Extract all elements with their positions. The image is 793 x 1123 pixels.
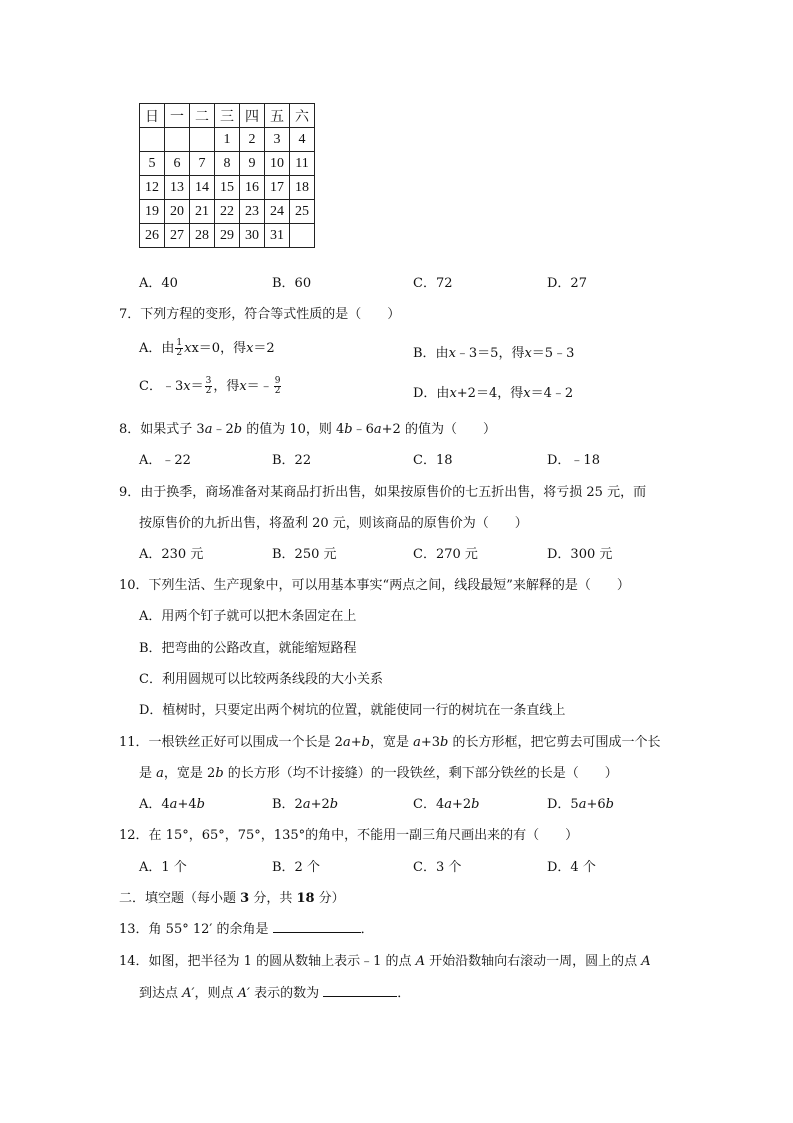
q8-option-a: A．﹣22 (139, 453, 191, 468)
q7-option-a: A．由 $\frac{1}{2}$ xx＝0，得x＝2 (139, 338, 275, 358)
q9-line-1: 9．由于换季，商场准备对某商品打折出售，如果按原售价的七五折出售，将亏损 25 元，而 (119, 485, 647, 500)
q14-line-1: 14．如图，把半径为 1 的圆从数轴上表示﹣1 的点 A 开始沿数轴向右滚动一周，圆上的点 A (119, 954, 651, 969)
calendar-date-cell: 1 (215, 128, 240, 152)
q9-line-2: 按原售价的九折出售，将盈利 20 元，则该商品的原售价为（ ） (139, 516, 528, 531)
calendar-date-cell: 23 (240, 200, 265, 224)
q11-line-2: 是 a，宽是 2b 的长方形（均不计接缝）的一段铁丝，剩下部分铁丝的长是（ ） (139, 766, 618, 781)
calendar-date-cell: 11 (290, 152, 315, 176)
calendar-date-cell: 21 (190, 200, 215, 224)
calendar-date-cell: 29 (215, 224, 240, 248)
fraction: $\frac{1}{2}$ (176, 338, 183, 358)
q8-stem: 8．如果式子 3a﹣2b 的值为 10，则 4b﹣6a+2 的值为（ ） (119, 422, 496, 437)
calendar-date-cell: 20 (165, 200, 190, 224)
q8-option-b: B．22 (272, 453, 312, 468)
q11-option-d: D．5a+6b (547, 797, 614, 812)
calendar-week-row (140, 200, 315, 224)
calendar-week-row (140, 176, 315, 200)
calendar-date-cell: 13 (165, 176, 190, 200)
q9-option-c: C．270 元 (413, 547, 478, 562)
q7-option-d: D．由x+2＝4，得x＝4﹣2 (413, 386, 574, 401)
q10-option-c: C．利用圆规可以比较两条线段的大小关系 (139, 672, 383, 687)
q11-option-c: C．4a+2b (413, 797, 480, 812)
q10-stem: 10．下列生活、生产现象中，可以用基本事实“两点之间，线段最短”来解释的是（ ） (119, 578, 630, 593)
q12-option-c: C．3 个 (413, 860, 462, 875)
calendar-date-cell: 30 (240, 224, 265, 248)
calendar-date-cell: 12 (140, 176, 165, 200)
q8-option-c: C．18 (413, 453, 453, 468)
q12-option-d: D．4 个 (547, 860, 596, 875)
q14-line-2: 到达点 A′，则点 A′ 表示的数为 ． (139, 986, 411, 1001)
section-heading: 二．填空题（每小题 3 分，共 18 分） (119, 891, 345, 906)
calendar-date-cell: 22 (215, 200, 240, 224)
calendar-date-cell: 15 (215, 176, 240, 200)
calendar-weekday-cell: 一 (165, 104, 190, 128)
calendar-date-cell: 18 (290, 176, 315, 200)
calendar-date-cell: 8 (215, 152, 240, 176)
q8-option-d: D．﹣18 (547, 453, 600, 468)
q6-option-c: C．72 (413, 276, 453, 291)
q7-stem: 7．下列方程的变形，符合等式性质的是（ ） (119, 307, 401, 322)
fraction: $\frac{9}{2}$ (274, 376, 281, 396)
q12-option-b: B．2 个 (272, 860, 320, 875)
calendar-weekday-cell: 五 (265, 104, 290, 128)
calendar-weekday-cell: 六 (290, 104, 315, 128)
calendar-date-cell (290, 224, 315, 248)
calendar-date-cell (140, 128, 165, 152)
calendar-date-cell: 17 (265, 176, 290, 200)
calendar-weekday-cell: 三 (215, 104, 240, 128)
calendar-date-cell: 26 (140, 224, 165, 248)
calendar-date-cell: 28 (190, 224, 215, 248)
calendar-week-row (140, 128, 315, 152)
answer-blank[interactable] (323, 984, 397, 997)
q13-stem: 13．角 55° 12′ 的余角是 ． (119, 922, 374, 937)
calendar-date-cell: 27 (165, 224, 190, 248)
calendar-date-cell: 31 (265, 224, 290, 248)
calendar-date-cell (190, 128, 215, 152)
calendar-weekday-cell: 二 (190, 104, 215, 128)
q12-option-a: A．1 个 (139, 860, 187, 875)
calendar-date-cell: 6 (165, 152, 190, 176)
q7-option-c: C．﹣3x＝ $\frac{3}{2}$ ，得x＝﹣ $\frac{9}{2}$ (139, 376, 281, 396)
calendar-date-cell: 5 (140, 152, 165, 176)
q9-option-a: A．230 元 (139, 547, 204, 562)
q11-line-1: 11．一根铁丝正好可以围成一个长是 2a+b，宽是 a+3b 的长方形框，把它剪去可围成一个长 (119, 735, 661, 750)
calendar-week-row (140, 224, 315, 248)
calendar-date-cell: 4 (290, 128, 315, 152)
q6-option-a: A．40 (139, 276, 178, 291)
calendar-date-cell: 16 (240, 176, 265, 200)
calendar-date-cell: 14 (190, 176, 215, 200)
calendar-weekday-cell: 日 (140, 104, 165, 128)
calendar-date-cell (165, 128, 190, 152)
calendar-header-row (140, 104, 315, 128)
fraction: $\frac{3}{2}$ (205, 376, 212, 396)
q9-option-d: D．300 元 (547, 547, 613, 562)
q11-option-b: B．2a+2b (272, 797, 339, 812)
calendar-week-row (140, 152, 315, 176)
q10-option-d: D．植树时，只要定出两个树坑的位置，就能使同一行的树坑在一条直线上 (139, 703, 566, 718)
calendar-date-cell: 2 (240, 128, 265, 152)
calendar-date-cell: 7 (190, 152, 215, 176)
answer-blank[interactable] (273, 920, 361, 933)
calendar-weekday-cell: 四 (240, 104, 265, 128)
q10-option-a: A．用两个钉子就可以把木条固定在上 (139, 609, 357, 624)
q12-stem: 12．在 15°，65°，75°，135°的角中，不能用一副三角尺画出来的有（ ） (119, 828, 579, 843)
q10-option-b: B．把弯曲的公路改直，就能缩短路程 (139, 641, 357, 656)
calendar-table (139, 103, 315, 248)
q6-option-d: D．27 (547, 276, 587, 291)
calendar-date-cell: 24 (265, 200, 290, 224)
calendar-date-cell: 10 (265, 152, 290, 176)
calendar-date-cell: 25 (290, 200, 315, 224)
calendar-date-cell: 9 (240, 152, 265, 176)
q11-option-a: A．4a+4b (139, 797, 205, 812)
q6-option-b: B．60 (272, 276, 312, 291)
q7-option-b: B．由x﹣3＝5，得x＝5﹣3 (413, 346, 575, 361)
q9-option-b: B．250 元 (272, 547, 337, 562)
calendar-date-cell: 19 (140, 200, 165, 224)
calendar-date-cell: 3 (265, 128, 290, 152)
